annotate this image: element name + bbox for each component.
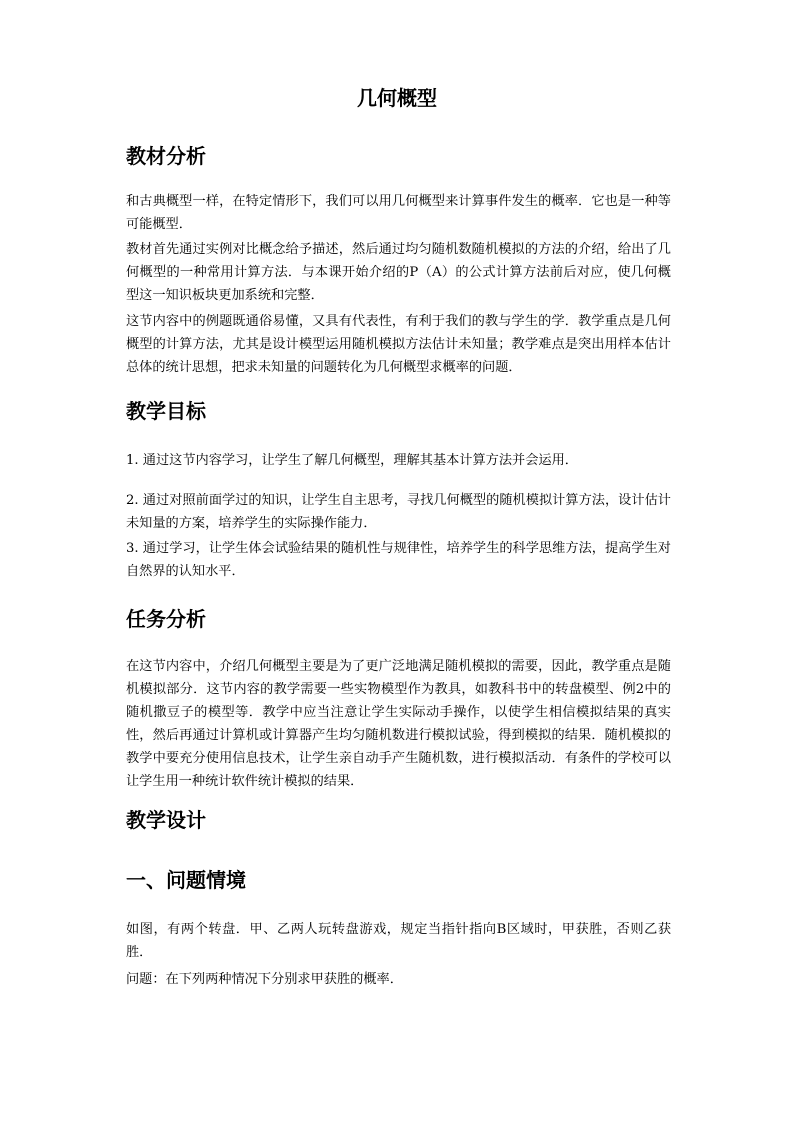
paragraph-textbook-2: 教材首先通过实例对比概念给予描述，然后通过均匀随机数随机模拟的方法的介绍，给出了几何概型的一种常用计算方法．与本课开始介绍的P（A）的公式计算方法前后对应，使几何概型这一知识板块更加系统和完整． <box>126 242 671 303</box>
heading-teaching-design: 教学设计 <box>126 808 206 832</box>
heading-problem-situation: 一、问题情境 <box>126 868 246 892</box>
paragraph-task-1: 在这节内容中，介绍几何概型主要是为了更广泛地满足随机模拟的需要，因此，教学重点是随机模拟部分．这节内容的教学需要一些实物模型作为教具，如教科书中的转盘模型、例2中的随机撒豆子的模型等．教学中应当注意让学生实际动手操作，以使学生相信模拟结果的真实性，然后再通过计算机或计算器产生均匀随机数进行模拟试验，得到模拟的结果．随机模拟的教学中要充分使用信息技术，让学生亲自动手产生随机数，进行模拟活动．有条件的学校可以让学生用一种统计软件统计模拟的结果． <box>126 659 671 789</box>
paragraph-problem-1: 如图，有两个转盘．甲、乙两人玩转盘游戏，规定当指针指向B区域时，甲获胜，否则乙获胜． <box>126 922 671 960</box>
goal-item-1: 1. 通过这节内容学习，让学生了解几何概型，理解其基本计算方法并会运用． <box>126 453 578 468</box>
goal-item-3: 3. 通过学习，让学生体会试验结果的随机性与规律性，培养学生的科学思维方法，提高学生对自然界的认知水平． <box>126 541 671 579</box>
heading-textbook-analysis: 教材分析 <box>126 144 206 168</box>
paragraph-textbook-3: 这节内容中的例题既通俗易懂，又具有代表性，有利于我们的教与学生的学．教学重点是几何概型的计算方法，尤其是设计模型运用随机模拟方法估计未知量；教学难点是突出用样本估计总体的统计思想，把求未知量的问题转化为几何概型求概率的问题． <box>126 314 671 375</box>
document-title: 几何概型 <box>357 86 437 110</box>
paragraph-problem-2: 问题：在下列两种情况下分别求甲获胜的概率． <box>126 972 403 987</box>
paragraph-textbook-1: 和古典概型一样，在特定情形下，我们可以用几何概型来计算事件发生的概率．它也是一种等可能概型． <box>126 194 671 232</box>
heading-task-analysis: 任务分析 <box>126 607 206 631</box>
goal-item-2: 2. 通过对照前面学过的知识，让学生自主思考，寻找几何概型的随机模拟计算方法，设计估计未知量的方案，培养学生的实际操作能力． <box>126 493 671 531</box>
heading-teaching-goals: 教学目标 <box>126 399 206 423</box>
